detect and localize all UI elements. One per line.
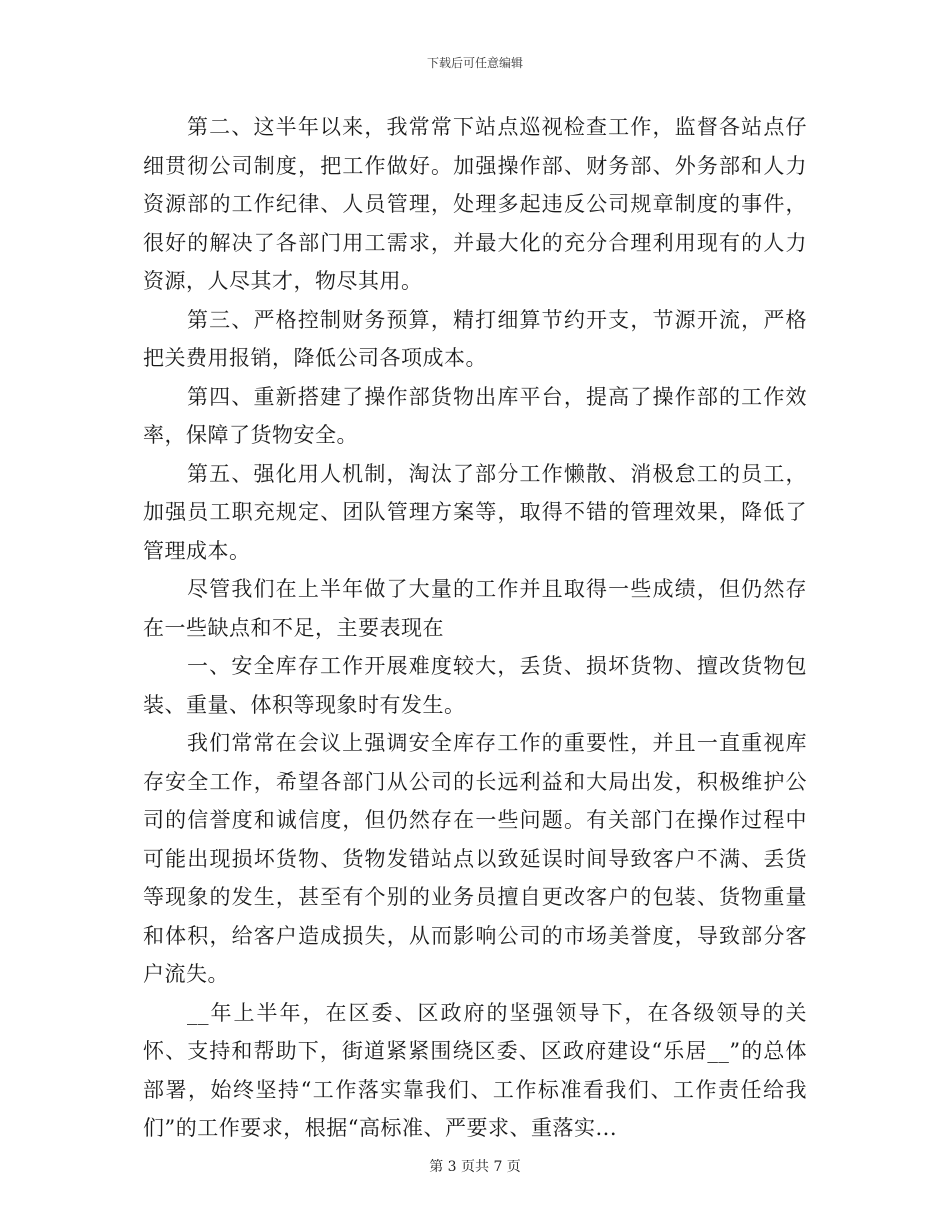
paragraph: 一、安全库存工作开展难度较大，丢货、损坏货物、擅改货物包装、重量、体积等现象时有发生。 (143, 654, 807, 717)
page-number: 第 3 页共 7 页 (429, 1159, 521, 1175)
paragraph: 第三、严格控制财务预算，精打细算节约开支，节源开流，严格把关费用报销，降低公司各项成本。 (143, 307, 807, 370)
document-body (143, 108, 807, 1148)
page-header: 下载后可任意编辑 (426, 56, 523, 70)
paragraph: 第五、强化用人机制，淘汰了部分工作懒散、消极怠工的员工，加强员工职充规定、团队管理方案等，取得不错的管理效果，降低了管理成本。 (143, 461, 807, 563)
paragraph: 第二、这半年以来，我常常下站点巡视检查工作，监督各站点仔细贯彻公司制度，把工作做好。加强操作部、财务部、外务部和人力资源部的工作纪律、人员管理，处理多起违反公司规章制度的事件，很好的解决了各部门用工需求，并最大化的充分合理利用现有的人力资源，人尽其才，物尽其用。 (143, 115, 807, 293)
paragraph: 尽管我们在上半年做了大量的工作并且取得一些成绩，但仍然存在一些缺点和不足，主要表现在 (143, 577, 807, 640)
paragraph: 第四、重新搭建了操作部货物出库平台，提高了操作部的工作效率，保障了货物安全。 (143, 384, 807, 447)
paragraph: 我们常常在会议上强调安全库存工作的重要性，并且一直重视库存安全工作，希望各部门从公司的长远利益和大局出发，积极维护公司的信誉度和诚信度，但仍然存在一些问题。有关部门在操作过程中可能出现损坏货物、货物发错站点以致延误时间导致客户不满、丢货等现象的发生，甚至有个别的业务员擅自更改客户的包装、货物重量和体积，给客户造成损失，从而影响公司的市场美誉度，导致部分客户流失。 (143, 731, 807, 986)
paragraph: __年上半年，在区委、区政府的坚强领导下，在各级领导的关怀、支持和帮助下，街道紧紧围绕区委、区政府建设“乐居__”的总体部署，始终坚持“工作落实靠我们、工作标准看我们、工作责任给我们”的工作要求，根据“高标准、严要求、重落实... (143, 1000, 807, 1140)
